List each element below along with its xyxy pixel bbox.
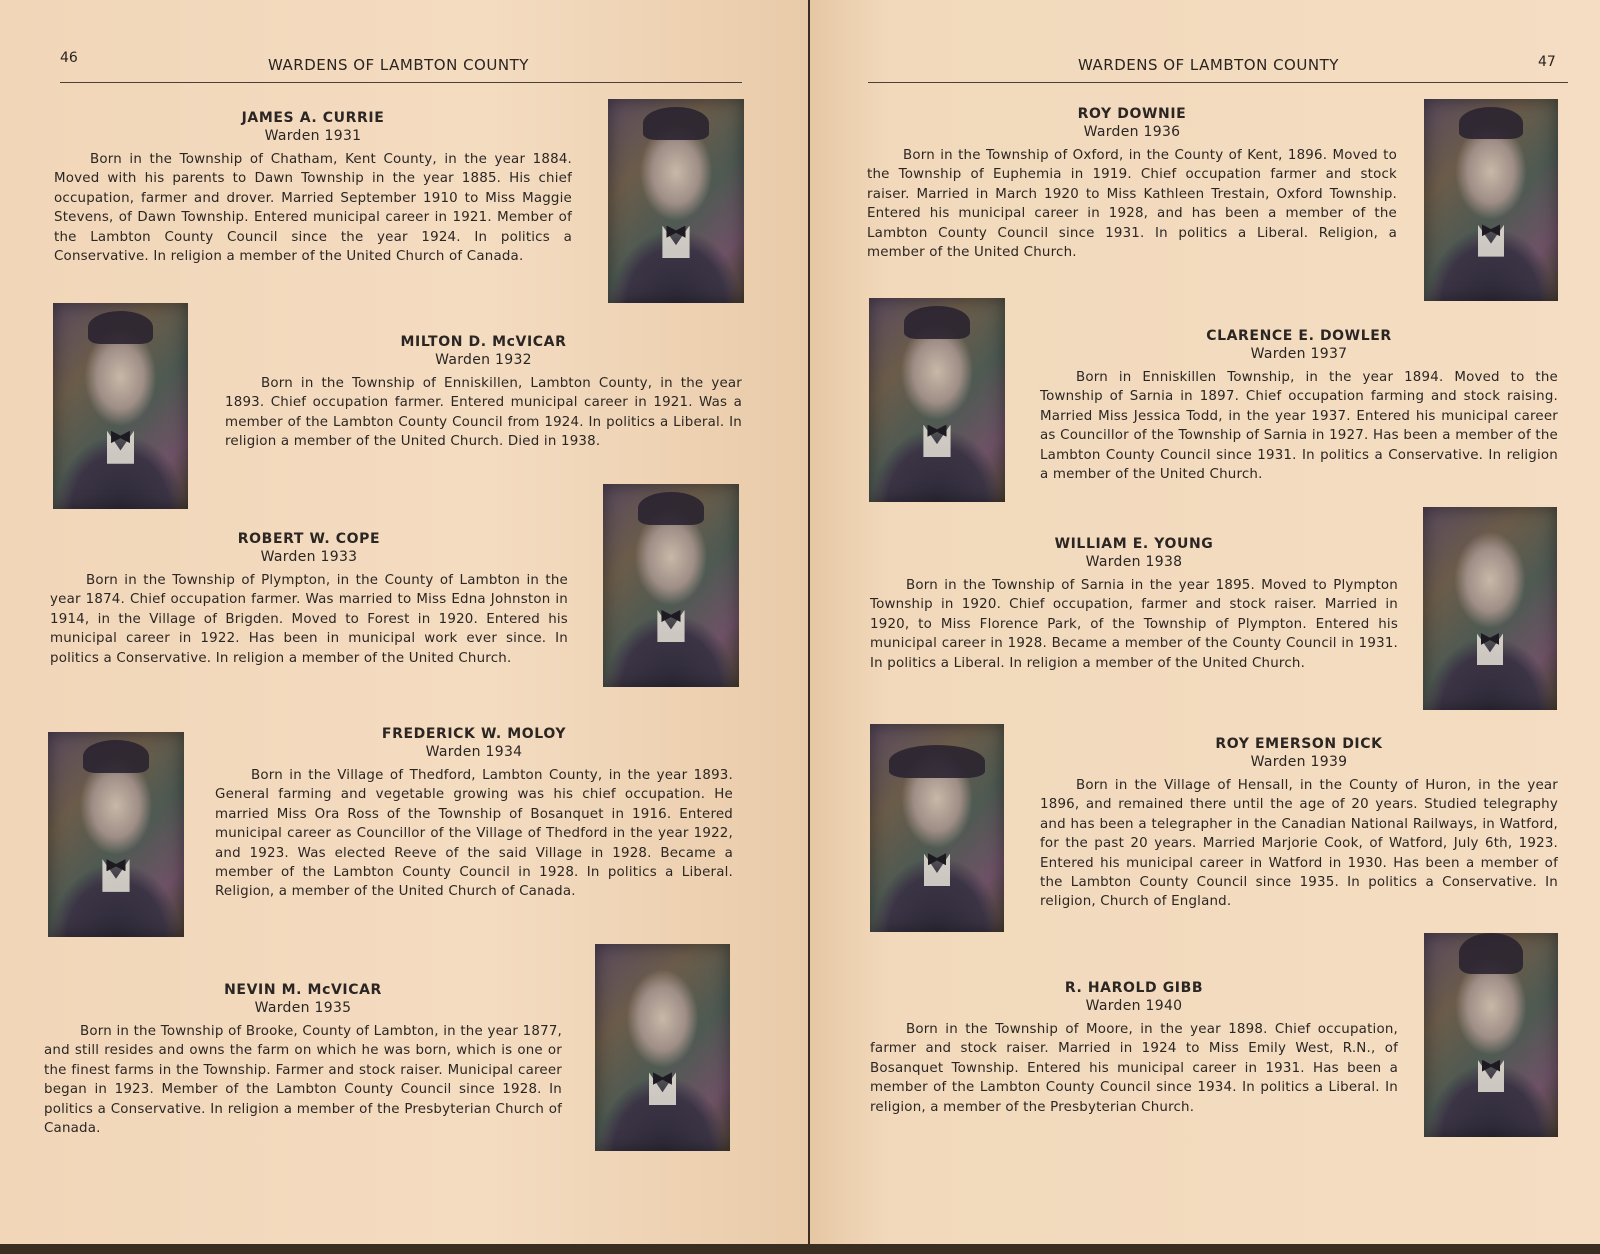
page-number-left: 46: [60, 50, 78, 66]
warden-name: MILTON D. McVICAR: [400, 334, 567, 350]
warden-name: ROY EMERSON DICK: [1215, 736, 1383, 752]
warden-term: Warden 1933: [260, 549, 358, 565]
warden-term: Warden 1937: [1250, 346, 1348, 362]
warden-bio: Born in the Township of Plympton, in the County of Lambton in the year 1874. Chief occupation farmer. Was married to Miss Edna Johnston in 1914, in the Village of Brigden. Moved to Forest in 1920. Entered his municipal career in 1922. Has been in municipal work ever since. In politics a Conservative. In religion a member of the United Church.: [50, 573, 568, 666]
warden-bio: Born in the Township of Oxford, in the County of Kent, 1896. Moved to the Township of Euphemia in 1919. Chief occupation farmer and stock raiser. Married in March 1920 to Miss Kathleen Trestain, Oxford Township. Entered his municipal career in 1928, and has been a member of the Lambton County Council since 1931. In politics a Liberal. Religion, a member of the United Church.: [867, 148, 1397, 261]
warden-entry-nevin-mcvicar: [44, 982, 562, 1138]
running-head-right: WARDENS OF LAMBTON COUNTY: [1078, 56, 1339, 74]
warden-name: WILLIAM E. YOUNG: [1054, 536, 1214, 552]
warden-entry-currie: [54, 110, 572, 266]
warden-name: JAMES A. CURRIE: [241, 110, 385, 126]
warden-entry-downie: [867, 106, 1397, 262]
warden-name: R. HAROLD GIBB: [1064, 980, 1204, 996]
warden-bio: Born in the Township of Sarnia in the year 1895. Moved to Plympton Township in 1920. Chief occupation, farmer and stock raiser. Married in 1920, to Miss Florence Park, of the Township of Plympton. Entered his municipal career in 1928. Became a member of the County Council in 1931. In politics a Liberal. In religion a member of the United Church.: [870, 578, 1398, 671]
warden-term: Warden 1931: [264, 128, 362, 144]
warden-name: ROBERT W. COPE: [237, 531, 381, 547]
page-number-right: 47: [1538, 54, 1556, 70]
warden-name: ROY DOWNIE: [1077, 106, 1187, 122]
warden-term: Warden 1938: [1085, 554, 1183, 570]
portrait-photo-cope: [603, 484, 739, 687]
warden-term: Warden 1934: [425, 744, 523, 760]
right-page: [810, 0, 1600, 1244]
warden-bio: Born in the Village of Thedford, Lambton County, in the year 1893. General farming and vegetable growing was his chief occupation. He married Miss Ora Ross of the Township of Bosanquet in 1916. Entered municipal career as Councillor of the Village of Thedford in the year 1922, and 1923. Was elected Reeve of the said Village in 1928. Became a member of the Lambton County Council in 1928. In politics a Liberal. Religion, a member of the United Church of Canada.: [215, 768, 733, 900]
portrait-photo-downie: [1424, 99, 1558, 301]
portrait-photo-milton-mcvicar: [53, 303, 188, 509]
warden-term: Warden 1939: [1250, 754, 1348, 770]
warden-bio: Born in the Village of Hensall, in the County of Huron, in the year 1896, and remained there until the age of 20 years. Studied telegraphy and has been a telegrapher in the Canadian National Railways, in Watford, for the past 20 years. Married Marjorie Cook, of Watford, July 6th, 1923. Entered his municipal career in Watford in 1930. Has been a member of the Lambton County Council since 1935. In politics a Conservative. In religion, Church of England.: [1040, 778, 1558, 910]
portrait-photo-currie: [608, 99, 744, 303]
portrait-photo-dowler: [869, 298, 1005, 502]
warden-entry-milton-mcvicar: [225, 334, 742, 452]
header-rule-left: [60, 82, 742, 83]
portrait-photo-nevin-mcvicar: [595, 944, 730, 1151]
warden-term: Warden 1932: [435, 352, 532, 368]
warden-bio: Born in Enniskillen Township, in the year 1894. Moved to the Township of Sarnia in 1897. Chief occupation farming and stock raising. Married Miss Jessica Todd, in the year 1937. Entered his municipal career as Councillor of the Township of Sarnia in 1927. Has been a member of the Lambton County Council since 1931. In politics a Conservative. In religion a member of the United Church.: [1040, 370, 1558, 483]
running-head-left: WARDENS OF LAMBTON COUNTY: [268, 56, 529, 74]
warden-entry-dick: [1040, 736, 1558, 912]
warden-term: Warden 1940: [1085, 998, 1183, 1014]
warden-bio: Born in the Township of Enniskillen, Lambton County, in the year 1893. Chief occupation farmer. Entered municipal career in 1921. Was a member of the Lambton County Council from 1924. In politics a Liberal. In religion a member of the United Church. Died in 1938.: [225, 376, 742, 450]
warden-bio: Born in the Township of Chatham, Kent County, in the year 1884. Moved with his parents to Dawn Township in the year 1885. His chief occupation, farmer and drover. Married September 1910 to Miss Maggie Stevens, of Dawn Township. Entered municipal career in 1921. Member of the Lambton County Council since the year 1924. In politics a Conservative. In religion a member of the United Church of Canada.: [54, 152, 572, 265]
warden-term: Warden 1935: [254, 1000, 352, 1016]
header-rule-right: [868, 82, 1568, 83]
warden-entry-young: [870, 536, 1398, 673]
warden-bio: Born in the Township of Moore, in the year 1898. Chief occupation, farmer and stock raiser. Married in 1924 to Miss Emily West, R.N., of Bosanquet Township. Entered his municipal career in 1931. Has been a member of the Lambton County Council since 1934. In politics a Liberal. In religion, a member of the Presbyterian Church.: [870, 1022, 1398, 1115]
warden-term: Warden 1936: [1083, 124, 1181, 140]
warden-name: NEVIN M. McVICAR: [224, 982, 382, 998]
warden-name: CLARENCE E. DOWLER: [1206, 328, 1392, 344]
warden-entry-moloy: [215, 726, 733, 902]
warden-entry-cope: [50, 531, 568, 668]
portrait-photo-dick: [870, 724, 1004, 932]
portrait-photo-moloy: [48, 732, 184, 937]
portrait-photo-young: [1423, 507, 1557, 710]
warden-entry-gibb: [870, 980, 1398, 1117]
warden-name: FREDERICK W. MOLOY: [381, 726, 567, 742]
portrait-photo-gibb: [1424, 933, 1558, 1137]
warden-entry-dowler: [1040, 328, 1558, 484]
warden-bio: Born in the Township of Brooke, County of Lambton, in the year 1877, and still resides and owns the farm on which he was born, which is one or the finest farms in the Township. Farmer and stock raiser. Municipal career began in 1923. Member of the Lambton County Council since 1928. In politics a Conservative. In religion a member of the Presbyterian Church of Canada.: [44, 1024, 562, 1137]
